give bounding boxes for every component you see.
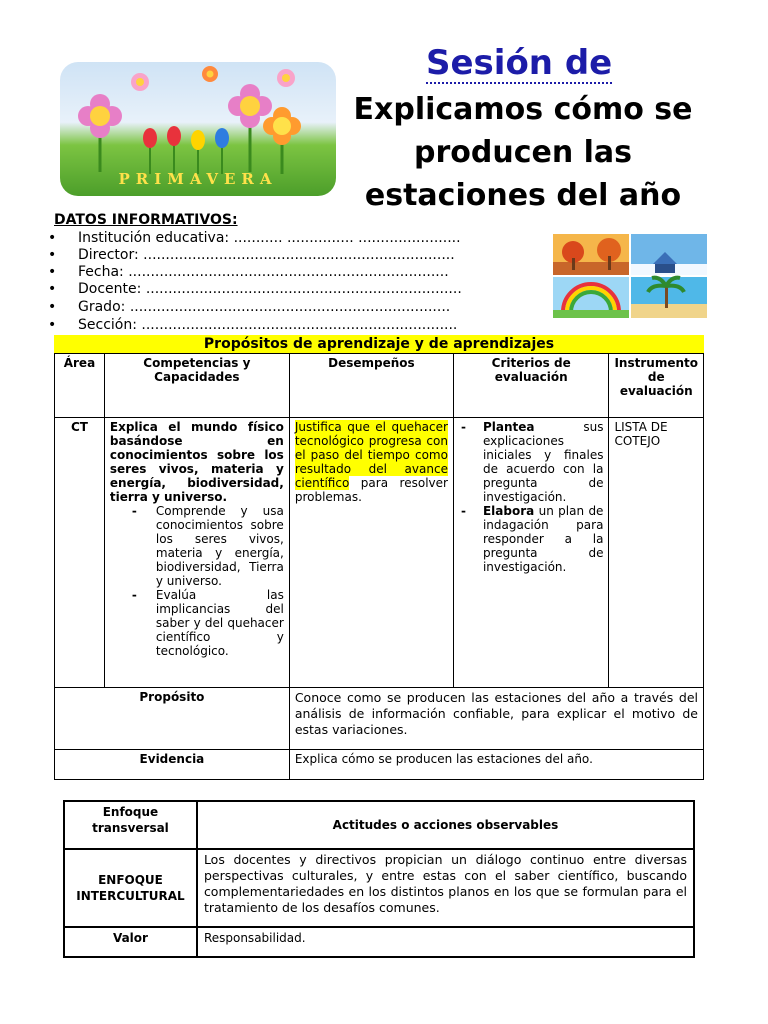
field-seccion: • Sección: ....................................................................... — [48, 317, 458, 333]
header-area: Área — [55, 354, 105, 418]
field-grado: • Grado: ........................................................................ — [48, 299, 451, 315]
list-item: - Comprende y usa conocimientos sobre los seres vivos, materia y energía, biodiversidad, Tierra y universo. — [131, 504, 284, 588]
criterios-cell — [453, 418, 609, 688]
list-item: - Evalúa las implicancias del saber y del quehacer científico y tecnológico. — [131, 588, 284, 658]
table-header-row — [55, 354, 704, 418]
header-competencias: Competencias y Capacidades — [104, 354, 289, 418]
evidencia-row — [55, 750, 704, 780]
bullet-icon: • — [48, 299, 57, 315]
field-director: • Director: ...................................................................... — [48, 247, 455, 263]
header-actitudes: Actitudes o acciones observables — [197, 801, 694, 849]
bullet-icon: • — [48, 317, 57, 333]
banner-text: PRIMAVERA — [118, 170, 278, 188]
bullet-icon: • — [48, 281, 57, 297]
evidencia-label: Evidencia — [55, 750, 290, 780]
enfoque-description: Los docentes y directivos propician un diálogo continuo entre diversas perspectivas culturales, y entre estas con el saber científico, buscando complementariedades en los distintos planos en los que se formulan para el tratamiento de los desafíos comunes. — [197, 849, 694, 927]
competencias-cell — [104, 418, 289, 688]
table-header-row — [64, 801, 694, 849]
competencia-text: Explica el mundo físico basándose en conocimientos sobre los seres vivos, materia y energía, biodiversidad, tierra y universo. — [109, 420, 284, 504]
valor-row — [64, 927, 694, 957]
bullet-icon: • — [48, 247, 57, 263]
field-institucion: • Institución educativa: ........... ............... ....................... — [48, 230, 461, 246]
spring-banner-image — [60, 62, 336, 196]
desempenos-cell — [289, 418, 453, 688]
field-fecha: • Fecha: ........................................................................ — [48, 264, 449, 280]
bullet-icon: • — [48, 230, 57, 246]
purposes-heading: Propósitos de aprendizaje y de aprendizajes — [54, 335, 704, 353]
enfoque-table — [63, 800, 695, 958]
evidencia-text: Explica cómo se producen las estaciones del año. — [289, 750, 703, 780]
list-item: - Elabora un plan de indagación para responder a la pregunta de investigación. — [460, 504, 604, 574]
list-item: - Plantea sus explicaciones iniciales y finales de acuerdo con la pregunta de investigación. — [460, 420, 604, 504]
area-cell: CT — [55, 418, 105, 688]
highlighted-text: Justifica que el quehacer tecnológico progresa con el paso del tiempo como resultado del avance científico — [294, 420, 448, 490]
header-desempenos: Desempeños — [289, 354, 453, 418]
field-docente: • Docente: ....................................................................... — [48, 281, 462, 297]
proposito-label: Propósito — [55, 688, 290, 750]
datos-heading: DATOS INFORMATIVOS: — [54, 212, 238, 228]
purposes-table — [54, 353, 704, 780]
enfoque-name: ENFOQUE INTERCULTURAL — [64, 849, 197, 927]
header-instrumento: Instrumento de evaluación — [609, 354, 704, 418]
instrumento-cell: LISTA DE COTEJO — [609, 418, 704, 688]
proposito-row — [55, 688, 704, 750]
desempeno-rest: para resolver problemas. — [294, 476, 448, 504]
table-row — [55, 418, 704, 688]
proposito-text: Conoce como se producen las estaciones del año a través del análisis de información confiable, para explicar el motivo de estas variaciones. — [289, 688, 703, 750]
seasons-image — [553, 234, 707, 318]
valor-label: Valor — [64, 927, 197, 957]
session-label[interactable]: Sesión de — [426, 43, 613, 83]
header-criterios: Criterios de evaluación — [453, 354, 609, 418]
valor-text: Responsabilidad. — [197, 927, 694, 957]
criterios-list — [459, 420, 604, 574]
page-title: Explicamos cómo se producen las estaciones del año — [353, 92, 693, 213]
capacidades-list — [110, 504, 284, 658]
header-enfoque: Enfoque transversal — [64, 801, 197, 849]
table-row — [64, 849, 694, 927]
bullet-icon: • — [48, 264, 57, 280]
